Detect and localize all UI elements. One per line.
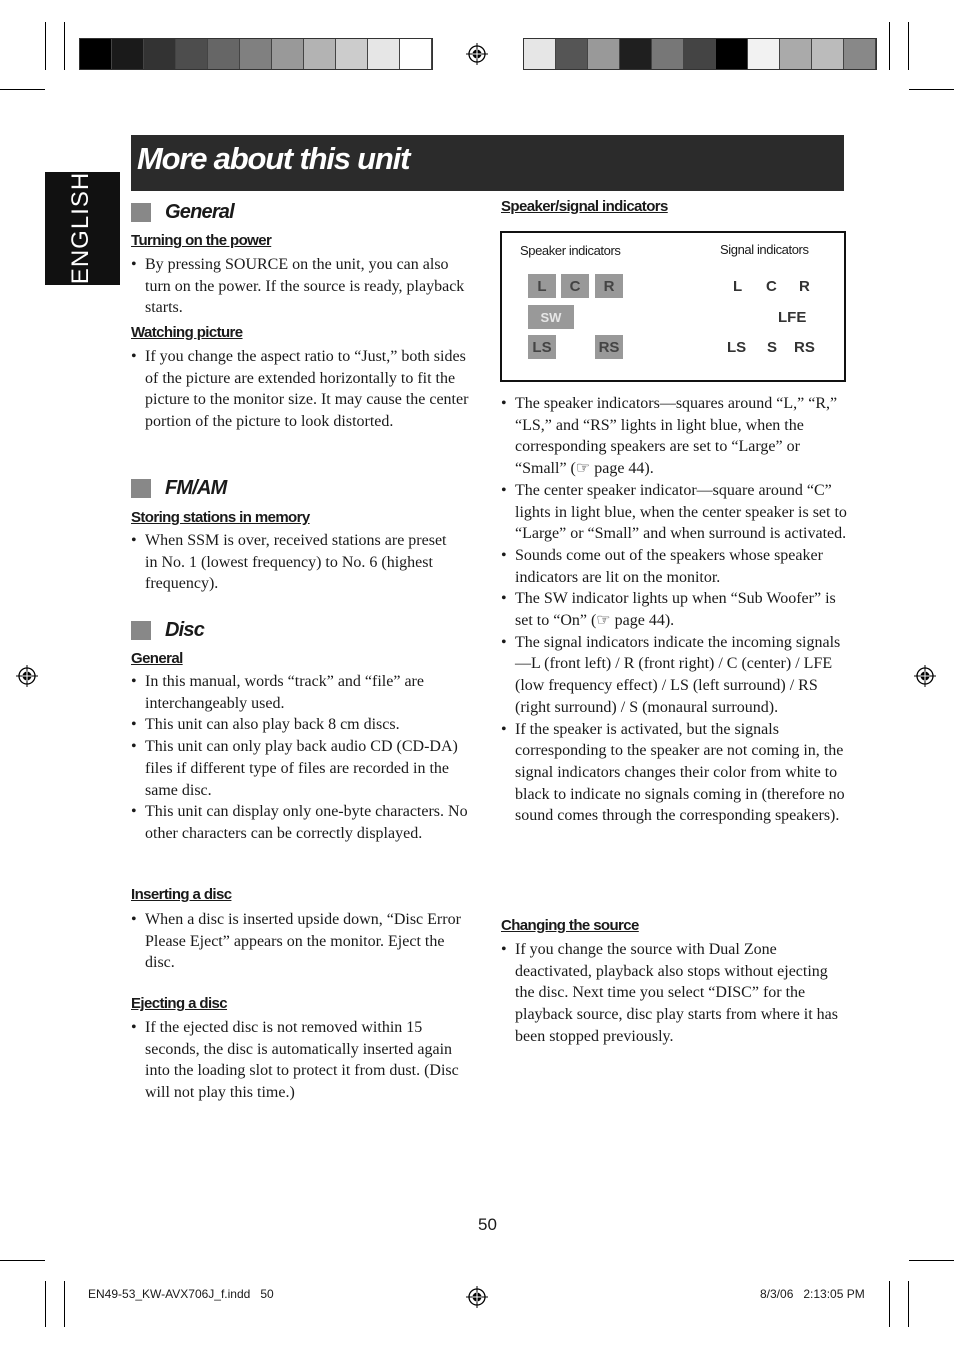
color-swatch-strip-left: [79, 38, 433, 70]
crop-mark: [909, 1260, 954, 1261]
subheading: Storing stations in memory: [131, 509, 310, 526]
crop-mark: [889, 1281, 890, 1327]
list-item: • Sounds come out of the speakers whose speaker indicators are lit on the monitor.: [501, 545, 847, 588]
speaker-indicator-sw: SW: [528, 305, 574, 329]
crop-mark: [45, 22, 46, 70]
registration-mark-icon: [466, 1286, 488, 1308]
bullet-list: [131, 671, 471, 845]
color-swatch: [812, 39, 844, 69]
speaker-indicators-label: Speaker indicators: [520, 243, 621, 258]
color-swatch: [620, 39, 652, 69]
footer-timestamp: 8/3/06 2:13:05 PM: [760, 1287, 865, 1301]
crop-mark: [889, 22, 890, 70]
color-swatch: [716, 39, 748, 69]
list-item: • When SSM is over, received stations are preset in No. 1 (lowest frequency) to No. 6 (highest frequency).: [131, 530, 461, 595]
speaker-indicator-rs: RS: [595, 335, 623, 359]
color-swatch-strip-right: [523, 38, 877, 70]
signal-indicator-l: L: [733, 278, 743, 295]
color-swatch: [176, 39, 208, 69]
color-swatch: [112, 39, 144, 69]
signal-indicators-label: Signal indicators: [720, 242, 809, 257]
bullet-list: [501, 393, 847, 827]
section-heading: FM/AM: [165, 477, 227, 499]
bullet-list: [131, 1017, 471, 1104]
color-swatch: [400, 39, 432, 69]
list-item: • The speaker indicators—squares around “L,” “R,” “LS,” and “RS” lights in light blue, when the corresponding speakers are set to “Large” or “Small” (☞ page 44).: [501, 393, 847, 480]
bullet-list: [131, 254, 471, 319]
crop-mark: [64, 1281, 65, 1327]
speaker-indicator-c: C: [561, 274, 589, 298]
bullet-list: [131, 530, 461, 595]
list-item: • If the speaker is activated, but the signals corresponding to the speaker are not coming in, the signal indicators changes their color from white to black to indicate no signals coming in (therefore no sound comes through the corresponding speakers).: [501, 719, 847, 828]
section-fmam: [131, 477, 227, 500]
language-tab: [45, 172, 120, 285]
page-number: 50: [478, 1215, 497, 1234]
speaker-indicator-r: R: [595, 274, 623, 298]
page-title-bar: [131, 135, 844, 191]
registration-mark-icon: [466, 43, 488, 65]
page-title: More about this unit: [137, 141, 410, 176]
list-item: • If the ejected disc is not removed within 15 seconds, the disc is automatically inserted again into the loading slot to protect it from dust. (Disc will not play this time.): [131, 1017, 471, 1104]
bullet-list: [131, 346, 473, 433]
section-marker: [131, 621, 151, 640]
section-heading: General: [165, 201, 234, 223]
signal-indicator-c: C: [766, 278, 777, 295]
bullet-list: [501, 939, 843, 1048]
list-item: • This unit can only play back audio CD (CD-DA) files if different type of files are recorded in the same disc.: [131, 736, 471, 801]
signal-indicator-r: R: [799, 278, 810, 295]
list-item: • This unit can display only one-byte characters. No other characters can be correctly displayed.: [131, 801, 471, 844]
crop-mark: [908, 1281, 909, 1327]
list-item: • The signal indicators indicate the incoming signals—L (front left) / R (front right) / C (center) / LFE (low frequency effect) / LS (left surround) / RS (right surround) / S (monaural surround).: [501, 632, 847, 719]
color-swatch: [652, 39, 684, 69]
list-item: • When a disc is inserted upside down, “Disc Error Please Eject” appears on the monitor. Eject the disc.: [131, 909, 471, 974]
section-marker: [131, 203, 151, 222]
subheading: Watching picture: [131, 324, 243, 341]
color-swatch: [208, 39, 240, 69]
color-swatch: [240, 39, 272, 69]
crop-mark: [45, 1281, 46, 1327]
color-swatch: [336, 39, 368, 69]
signal-indicator-lfe: LFE: [778, 309, 807, 326]
subheading: Ejecting a disc: [131, 995, 228, 1012]
subheading: Changing the source: [501, 917, 639, 934]
color-swatch: [844, 39, 876, 69]
speaker-indicator-ls: LS: [528, 335, 556, 359]
list-item: • By pressing SOURCE on the unit, you can also turn on the power. If the source is ready, playback starts.: [131, 254, 471, 319]
registration-mark-icon: [914, 665, 936, 687]
signal-indicator-ls: LS: [727, 339, 747, 356]
list-item: • This unit can also play back 8 cm discs.: [131, 714, 471, 736]
crop-mark: [64, 22, 65, 70]
section-marker: [131, 479, 151, 498]
color-swatch: [556, 39, 588, 69]
crop-mark: [0, 1260, 45, 1261]
section-heading: Disc: [165, 619, 205, 641]
color-swatch: [524, 39, 556, 69]
indicator-diagram: [500, 231, 846, 382]
signal-indicator-s: S: [767, 339, 778, 356]
signal-indicator-rs: RS: [794, 339, 815, 356]
list-item: • If you change the source with Dual Zone deactivated, playback also stops without ejecting the disc. Next time you select “DISC” for the playback source, disc play starts from where it has been stopped previously.: [501, 939, 843, 1048]
language-tab-label: ENGLISH: [67, 171, 94, 285]
list-item: • The SW indicator lights up when “Sub Woofer” is set to “On” (☞ page 44).: [501, 588, 847, 631]
color-swatch: [684, 39, 716, 69]
footer-filename: EN49-53_KW-AVX706J_f.indd 50: [88, 1287, 274, 1301]
subheading: Inserting a disc: [131, 886, 232, 903]
color-swatch: [748, 39, 780, 69]
color-swatch: [368, 39, 400, 69]
color-swatch: [144, 39, 176, 69]
section-general: [131, 201, 234, 224]
crop-mark: [908, 22, 909, 70]
crop-mark: [909, 89, 954, 90]
subheading: General: [131, 650, 183, 667]
list-item: • If you change the aspect ratio to “Just,” both sides of the picture are extended horizontally to fit the picture to the monitor size. It may cause the center portion of the picture to look distorted.: [131, 346, 473, 433]
registration-mark-icon: [16, 665, 38, 687]
color-swatch: [588, 39, 620, 69]
list-item: • The center speaker indicator—square around “C” lights in light blue, when the center speaker is set to “Large” or “Small” and when surround is activated.: [501, 480, 847, 545]
speaker-indicator-l: L: [528, 274, 556, 298]
color-swatch: [272, 39, 304, 69]
subheading: Speaker/signal indicators: [501, 198, 668, 215]
section-disc: [131, 619, 204, 642]
color-swatch: [304, 39, 336, 69]
list-item: • In this manual, words “track” and “file” are interchangeably used.: [131, 671, 471, 714]
crop-mark: [0, 89, 45, 90]
bullet-list: [131, 909, 471, 974]
subheading: Turning on the power: [131, 232, 272, 249]
color-swatch: [780, 39, 812, 69]
color-swatch: [80, 39, 112, 69]
